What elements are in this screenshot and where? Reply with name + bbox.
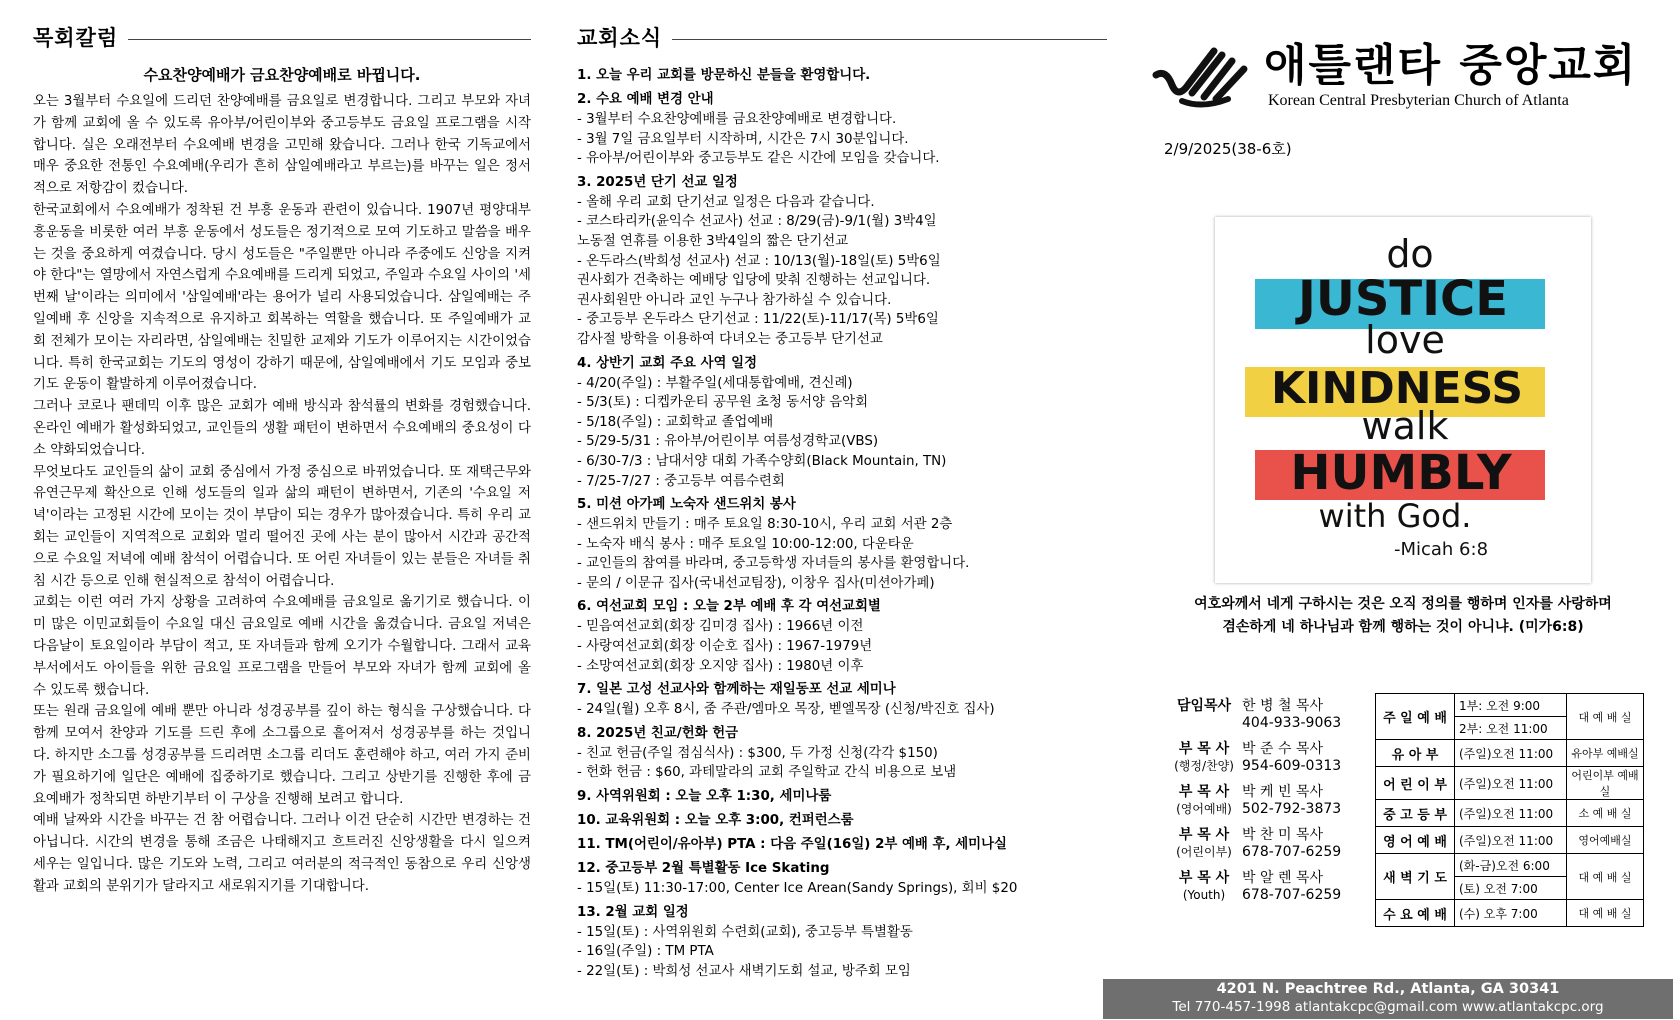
news-item — [577, 90, 1107, 169]
staff-name: 박 준 수 목사 — [1242, 741, 1323, 757]
staff-role — [1166, 784, 1242, 818]
staff-contact — [1242, 698, 1341, 732]
news-item — [577, 724, 1107, 783]
column-paragraph: 예배 날짜와 시간을 바꾸는 건 참 어렵습니다. 그러나 이건 단순히 시간만 변경하는 건 아닙니다. 시간의 변경을 통해 조금은 나태해지고 흐트러진 신앙생활을 다시 일으켜 세우는 일입니다. 많은 기도와 노력, 그리고 여러분의 적극적인 동참으로 우리 신앙생활과 교회의 분위기가 달라지고 새로워지기를 기대합니다. — [33, 813, 531, 894]
staff-phone: 502-792-3873 — [1242, 801, 1342, 817]
news-item-line: - 6/30-7/3 : 남대서양 대회 가족수양회(Black Mountain, TN) — [577, 453, 947, 469]
staff-row — [1166, 784, 1366, 818]
news-item — [577, 903, 1107, 982]
news-item-line: - 노숙자 배식 봉사 : 매주 토요일 10:00-12:00, 다운타운 — [577, 536, 914, 552]
staff-contact — [1242, 827, 1341, 861]
news-item-line: - 4/20(주일) : 부활주일(세대통합예배, 견신례) — [577, 375, 853, 391]
column-body — [33, 91, 531, 897]
news-item-line: - 3월 7일 금요일부터 시작하며, 시간은 7시 30분입니다. — [577, 131, 909, 147]
news-item-line: - 사랑여선교회(회장 이순호 집사) : 1967-1979년 — [577, 639, 873, 655]
schedule-row — [1376, 694, 1644, 717]
news-item-line: - 5/3(토) : 디켑카운티 공무원 초청 동서양 음악회 — [577, 395, 869, 411]
news-item-heading: 6. 여선교회 모임 : 오늘 2부 예배 후 각 여선교회별 — [577, 599, 881, 615]
news-section-title: 교회소식 — [577, 26, 663, 50]
staff-row — [1166, 741, 1366, 775]
staff-role — [1166, 827, 1242, 861]
section-divider — [128, 39, 531, 40]
news-item — [577, 354, 1107, 492]
micah-sticker-art — [1215, 217, 1591, 583]
schedule-service-name: 영 어 예 배 — [1376, 827, 1455, 854]
sticker-word-do: do — [1386, 232, 1434, 276]
staff-phone: 404-933-9063 — [1242, 715, 1342, 731]
staff-contact — [1242, 870, 1341, 904]
staff-role-department: (어린이부) — [1176, 845, 1232, 859]
staff-role-department: (영어예배) — [1176, 802, 1232, 816]
staff-row — [1166, 827, 1366, 861]
bulletin-date: 2/9/2025(38-6호) — [1164, 140, 1292, 158]
column-paragraph: 교회는 이런 여러 가지 상황을 고려하여 수요예배를 금요일로 옮기기로 했습니다. 이미 많은 이민교회들이 수요일 대신 금요일로 예배 시간을 옮겼습니다. 금요일 저녁은 다음날이 토요일이라 부담이 적고, 또 자녀들과 함께 오기가 수월합니다. 그래서 교육부서에서도 아이들을 위한 금요일 프로그램을 만들어 부모와 자녀가 함께 교회에 올 수 있도록 했습니다. — [33, 595, 531, 698]
verse-line-2: 겸손하게 네 하나님과 함께 행하는 것이 아니냐. (미가6:8) — [1222, 619, 1584, 635]
news-item — [577, 835, 1107, 855]
column-section-title: 목회칼럼 — [33, 26, 119, 50]
schedule-service-name: 새 벽 기 도 — [1376, 854, 1455, 900]
news-item-line: - 코스타리카(윤익수 선교사) 선교 : 8/29(금)-9/1(월) 3박4일 — [577, 214, 937, 230]
schedule-place: 대 예 배 실 — [1567, 900, 1644, 927]
news-item-line: - 15일(토) : 사역위원회 수련회(교회), 중고등부 특별활동 — [577, 924, 913, 940]
news-item — [577, 66, 1107, 86]
news-item-line: - 중고등부 온두라스 단기선교 : 11/22(토)-11/17(목) 5박6일 — [577, 312, 939, 328]
pastor-column — [33, 22, 531, 897]
staff-role — [1166, 741, 1242, 775]
column-paragraph: 한국교회에서 수요예배가 정착된 건 부흥 운동과 관련이 있습니다. 1907년 평양대부흥운동을 비롯한 여러 부흥 운동에서 성도들은 정기적으로 모여 기도하고 말씀을 배우는 것을 중요하게 여겼습니다. 당시 성도들은 "주일뿐만 아니라 주중에도 신앙을 지켜야 한다"는 열망에서 자연스럽게 수요예배를 드리게 되었고, 주일과 수요일 사이의 '세 번째 날'이라는 의미에서 '삼일예배'라는 용어가 널리 사용되었습니다. 삼일예배는 주일예배 후 신앙을 지속적으로 유지하고 회복하는 역할을 했습니다. 또 주일예배가 교회 전체가 모이는 자리라면, 삼일예배는 친밀한 교제와 기도가 이루어지는 시간이었습니다. 특히 한국교회는 기도의 영성이 강하기 때문에, 삼일예배에서 기도 모임과 중보기도 운동이 활발하게 이루어졌습니다. — [33, 202, 531, 393]
news-item-line: - 믿음여선교회(회장 김미경 집사) : 1966년 이전 — [577, 619, 864, 635]
column-paragraph: 무엇보다도 교인들의 삶이 교회 중심에서 가정 중심으로 바뀌었습니다. 또 재택근무와 유연근무제 확산으로 인해 성도들의 일과 삶의 패턴이 변하면서, 기존의 '수요일 저녁'이라는 고정된 시간에 모이는 것이 부담이 되는 경우가 많아졌습니다. 특히 우리 교회는 교인들이 지역적으로 교회와 멀리 떨어진 곳에 사는 분이 많아서 시간과 공간적으로 수요일 저녁에 예배 참석이 어렵습니다. 또 어린 자녀들이 있는 분들은 자녀들 취침 시간 등으로 인해 현실적으로 참석이 어렵습니다. — [33, 464, 531, 589]
news-item — [577, 787, 1107, 807]
news-item-line: 감사절 방학을 이용하여 다녀오는 중고등부 단기선교 — [577, 331, 883, 347]
schedule-service-name: 유 아 부 — [1376, 740, 1455, 767]
sticker-word-kindness: KINDNESS — [1270, 363, 1524, 414]
news-item-line: - 5/29-5/31 : 유아부/어린이부 여름성경학교(VBS) — [577, 434, 879, 450]
schedule-row — [1376, 740, 1644, 767]
schedule-service-name: 중 고 등 부 — [1376, 800, 1455, 827]
column-section-header — [33, 22, 531, 52]
news-item-heading: 2. 수요 예배 변경 안내 — [577, 92, 714, 107]
news-list — [577, 66, 1107, 981]
staff-name: 박 알 렌 목사 — [1242, 870, 1323, 886]
schedule-place: 소 예 배 실 — [1567, 800, 1644, 827]
micah-sticker — [1215, 217, 1591, 583]
schedule-row — [1376, 800, 1644, 827]
section-divider — [672, 39, 1107, 40]
news-item-line: 권사회가 건축하는 예배당 입당에 맞춰 진행하는 선교입니다. — [577, 273, 931, 289]
schedule-place: 어린이부 예배실 — [1567, 767, 1644, 800]
schedule-place: 대 예 배 실 — [1567, 694, 1644, 740]
staff-directory — [1166, 698, 1366, 913]
staff-role-title: 담임목사 — [1176, 698, 1232, 714]
news-item-line: - 16일(주일) : TM PTA — [577, 944, 714, 960]
sticker-word-walk: walk — [1361, 404, 1449, 448]
news-item-line: 권사회원만 아니라 교인 누구나 참가하실 수 있습니다. — [577, 292, 892, 308]
staff-role-title: 부 목 사 — [1178, 870, 1230, 886]
schedule-time: (주일)오전 11:00 — [1455, 800, 1567, 827]
church-contact: Tel 770-457-1998 atlantakcpc@gmail.com www.atlantakcpc.org — [1172, 999, 1604, 1015]
news-item-line: - 24일(월) 오후 8시, 줌 주관/엠마오 목장, 벧엘목장 (신청/박진호 집사) — [577, 702, 995, 718]
news-item-heading: 9. 사역위원회 : 오늘 오후 1:30, 세미나룸 — [577, 789, 832, 805]
news-item-line: - 3월부터 수요찬양예배를 금요찬양예배로 변경합니다. — [577, 112, 897, 127]
bulletin-cover — [1152, 30, 1654, 923]
news-item-heading: 4. 상반기 교회 주요 사역 일정 — [577, 355, 758, 371]
column-paragraph: 오는 3월부터 수요일에 드리던 찬양예배를 금요일로 변경합니다. 그리고 부모와 자녀가 함께 교회에 올 수 있도록 유아부/어린이부와 중고등부도 금요일 프로그램을 시작합니다. 실은 오래전부터 수요예배 변경을 고민해 왔습니다. 그러나 한국 기독교에서 매우 중요한 전통인 수요예배(우리가 흔히 삼일예배라고 부르는)를 바꾸는 일은 정서적으로 저항감이 컸습니다. — [33, 94, 531, 197]
sticker-reference: -Micah 6:8 — [1393, 539, 1489, 560]
news-item — [577, 597, 1107, 676]
schedule-time: 1부: 오전 9:00 — [1455, 694, 1567, 717]
staff-phone: 678-707-6259 — [1242, 844, 1342, 860]
news-item-line: - 소망여선교회(회장 오지양 집사) : 1980년 이후 — [577, 658, 864, 674]
schedule-service-name: 어 린 이 부 — [1376, 767, 1455, 800]
news-item-heading: 12. 중고등부 2월 특별활동 Ice Skating — [577, 861, 830, 877]
news-item-heading: 11. TM(어린이/유아부) PTA : 다음 주일(16일) 2부 예배 후, 세미나실 — [577, 837, 1007, 853]
staff-name: 박 찬 미 목사 — [1242, 827, 1323, 843]
staff-role-title: 부 목 사 — [1178, 827, 1230, 843]
news-item-line: 노동절 연휴를 이용한 3박4일의 짧은 단기선교 — [577, 233, 849, 249]
schedule-time: (수) 오후 7:00 — [1455, 900, 1567, 927]
news-item-heading: 1. 오늘 우리 교회를 방문하신 분들을 환영합니다. — [577, 68, 871, 83]
news-section-header — [577, 22, 1107, 52]
news-item-line: - 헌화 헌금 : $60, 과테말라의 교회 주일학교 간식 비용으로 보냄 — [577, 765, 957, 781]
news-item-line: - 7/25-7/27 : 중고등부 여름수련회 — [577, 473, 785, 489]
news-item-line: - 15일(토) 11:30-17:00, Center Ice Arean(Sandy Springs), 회비 $20 — [577, 881, 1018, 897]
column-paragraph: 또는 원래 금요일에 예배 뿐만 아니라 성경공부를 깊이 하는 형식을 구상했습니다. 다함께 모여서 찬양과 기도를 드린 후에 소그룹으로 흩어져서 성경공부를 하는 것입니다. 하지만 소그룹 성경공부를 드리려면 소그룹 리더도 훈련해야 하고, 여러 가지 준비가 필요하기에 일단은 예배에 집중하기로 했습니다. 그리고 상반기를 진행한 후에 금요예배가 정착되면 하반기부터 이 구상을 진행해 보려고 합니다. — [33, 704, 531, 807]
staff-row — [1166, 870, 1366, 904]
staff-role-department: (행정/찬양) — [1174, 759, 1234, 773]
schedule-place: 영어예배실 — [1567, 827, 1644, 854]
news-item-line: - 22일(토) : 박희성 선교사 새벽기도회 설교, 방주회 모임 — [577, 963, 911, 979]
schedule-place: 대 예 배 실 — [1567, 854, 1644, 900]
schedule-time: (주일)오전 11:00 — [1455, 767, 1567, 800]
news-item-heading: 5. 미션 아가페 노숙자 샌드위치 봉사 — [577, 497, 796, 513]
staff-contact — [1242, 741, 1341, 775]
church-name-english: Korean Central Presbyterian Church of Atlanta — [1268, 92, 1569, 109]
church-name-korean: 애틀랜타 중앙교회 — [1264, 40, 1638, 91]
news-item — [577, 680, 1107, 720]
news-item-line: - 5/18(주일) : 교회학교 졸업예배 — [577, 414, 774, 430]
schedule-time: (화-금)오전 6:00 — [1455, 854, 1567, 877]
worship-schedule-table — [1375, 693, 1644, 927]
staff-role-title: 부 목 사 — [1178, 784, 1230, 800]
news-item-heading: 10. 교육위원회 : 오늘 오후 3:00, 컨퍼런스룸 — [577, 813, 854, 829]
column-paragraph: 그러나 코로나 팬데믹 이후 많은 교회가 예배 방식과 참석률의 변화를 경험했습니다. 온라인 예배가 활성화되었고, 교인들의 생활 패턴이 변하면서 수요예배의 중요성이 다소 약화되었습니다. — [33, 399, 531, 458]
schedule-time: 2부: 오전 11:00 — [1455, 717, 1567, 740]
schedule-service-name: 수 요 예 배 — [1376, 900, 1455, 927]
schedule-time: (토) 오전 7:00 — [1455, 877, 1567, 900]
church-contact-footer — [1103, 979, 1673, 1019]
staff-name: 박 케 빈 목사 — [1242, 784, 1323, 800]
news-item-line: - 올해 우리 교회 단기선교 일정은 다음과 같습니다. — [577, 194, 875, 210]
staff-phone: 954-609-0313 — [1242, 758, 1342, 774]
news-item-line: - 온두라스(박희성 선교사) 선교 : 10/13(월)-18일(토) 5박6일 — [577, 253, 941, 269]
staff-role — [1166, 698, 1242, 732]
church-hand-logo-icon — [1152, 41, 1252, 111]
micah-verse — [1152, 593, 1654, 639]
schedule-service-name: 주 일 예 배 — [1376, 694, 1455, 740]
news-item-heading: 7. 일본 고성 선교사와 함께하는 재일동포 선교 세미나 — [577, 682, 896, 698]
church-logo — [1152, 30, 1654, 122]
news-item-line: - 문의 / 이문규 집사(국내선교팀장), 이창우 집사(미션아가페) — [577, 575, 935, 591]
schedule-row — [1376, 827, 1644, 854]
church-news — [577, 22, 1107, 981]
verse-line-1: 여호와께서 네게 구하시는 것은 오직 정의를 행하며 인자를 사랑하며 — [1194, 596, 1612, 612]
schedule-row — [1376, 900, 1644, 927]
news-item-line: - 유아부/어린이부와 중고등부도 같은 시간에 모임을 갖습니다. — [577, 151, 940, 167]
sticker-word-with-god: with God. — [1318, 497, 1472, 535]
schedule-time: (주일)오전 11:00 — [1455, 740, 1567, 767]
staff-row — [1166, 698, 1366, 732]
staff-name: 한 병 철 목사 — [1242, 698, 1323, 714]
church-address: 4201 N. Peachtree Rd., Atlanta, GA 30341 — [1216, 981, 1560, 997]
staff-role-department: (Youth) — [1182, 888, 1226, 902]
staff-contact — [1242, 784, 1341, 818]
column-title: 수요찬양예배가 금요찬양예배로 바뀝니다. — [143, 66, 421, 84]
sticker-word-justice: JUSTICE — [1297, 271, 1509, 327]
news-item-heading: 8. 2025년 친교/헌화 헌금 — [577, 725, 739, 741]
news-item — [577, 495, 1107, 593]
schedule-row — [1376, 767, 1644, 800]
sticker-word-humbly: HUMBLY — [1290, 445, 1512, 501]
staff-role — [1166, 870, 1242, 904]
news-item — [577, 173, 1107, 350]
news-item-heading: 13. 2월 교회 일정 — [577, 904, 689, 920]
sticker-word-love: love — [1365, 318, 1445, 362]
news-item-line: - 샌드위치 만들기 : 매주 토요일 8:30-10시, 우리 교회 서관 2층 — [577, 517, 953, 533]
staff-phone: 678-707-6259 — [1242, 887, 1342, 903]
schedule-place: 유아부 예배실 — [1567, 740, 1644, 767]
news-item-heading: 3. 2025년 단기 선교 일정 — [577, 174, 738, 190]
schedule-time: (주일)오전 11:00 — [1455, 827, 1567, 854]
news-item-line: - 교인들의 참여를 바라며, 중고등학생 자녀들의 봉사를 환영합니다. — [577, 556, 970, 572]
news-item-line: - 친교 헌금(주일 점심식사) : $300, 두 가정 신청(각각 $150) — [577, 745, 938, 761]
staff-role-title: 부 목 사 — [1178, 741, 1230, 757]
schedule-row — [1376, 854, 1644, 877]
news-item — [577, 811, 1107, 831]
news-item — [577, 859, 1107, 899]
